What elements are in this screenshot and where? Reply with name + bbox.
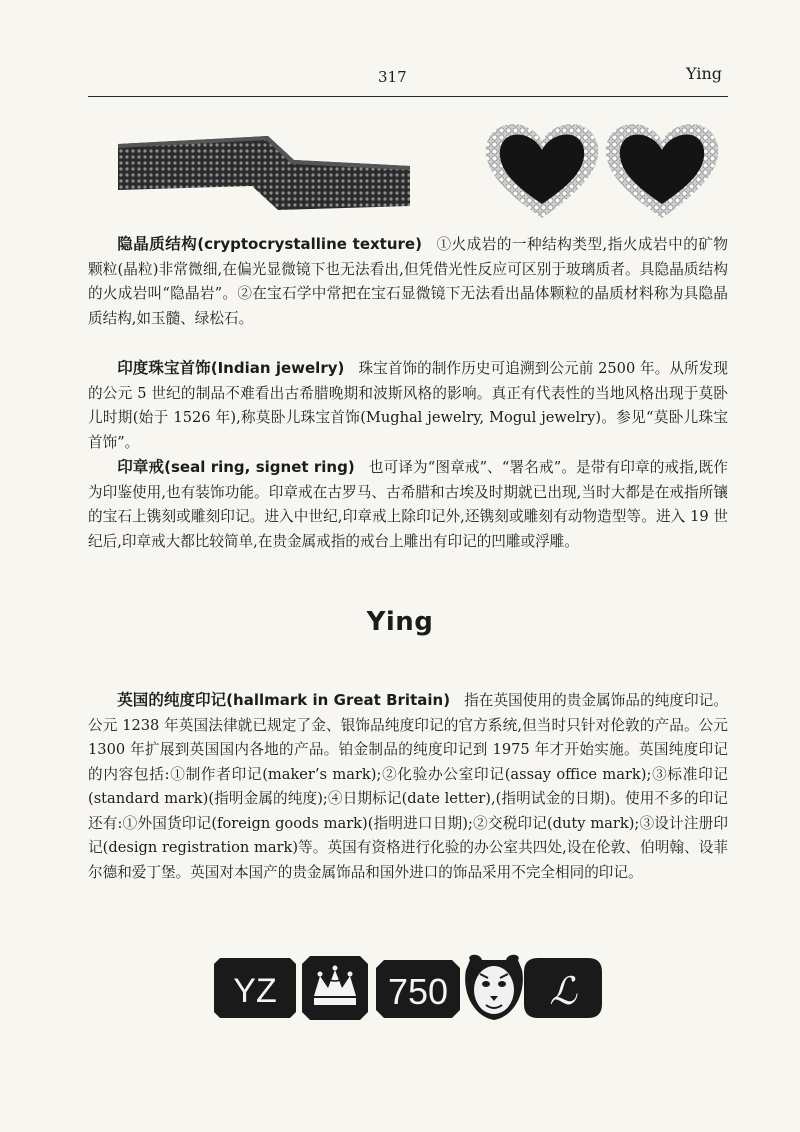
bracelet-photo xyxy=(118,130,410,210)
section-title: Ying xyxy=(366,607,434,637)
entry-indian-jewelry xyxy=(88,356,728,455)
page-number: 317 xyxy=(378,68,407,86)
running-head: Ying xyxy=(686,64,722,83)
header-rule xyxy=(88,96,728,97)
entry-term-en: (seal ring, signet ring) xyxy=(164,458,355,476)
entry-term-zh: 印度珠宝首饰 xyxy=(117,359,211,377)
hallmark-strip xyxy=(210,950,610,1025)
page-header xyxy=(88,58,728,98)
entry-term-en: (hallmark in Great Britain) xyxy=(226,691,451,709)
entry-text: 指在英国使用的贵金属饰品的纯度印记。公元 1238 年英国法律就已规定了金、银饰品纯度印记的官方系统,但当时只针对伦敦的产品。公元 1300 年扩展到英国国内各地的产品。铂金制品的纯度印记到 1975 年才开始实施。英国纯度印记的内容包括:①制作者印记(maker’s mark);②化验办公室印记(assay office mark);③标准印记(standard mark)(指明金属的纯度);④日期标记(date letter),(指明试金的日期)。使用不多的印记还有:①外国货印记(foreign goods mark)(指明进口日期);②交税印记(duty mark);③设计注册印记(design registration mark)等。英国有资格进行化验的办公室共四处,设在伦敦、伯明翰、设菲尔德和爱丁堡。英国对本国产的贵金属饰品和国外进口的饰品采用不完全相同的印记。 xyxy=(88,692,728,881)
standard-mark-text: 750 xyxy=(387,971,449,1012)
entry-term-zh: 英国的纯度印记 xyxy=(117,691,227,709)
entry-text: 珠宝首饰的制作历史可追溯到公元前 2500 年。从所发现的公元 5 世纪的制品不难看出古希腊晚期和波斯风格的影响。真正有代表性的当地风格出现于莫卧儿时期(始于 1526 年),称莫卧儿珠宝首饰(Mughal jewelry, Mogul jewelry)。参见“莫卧儿珠宝首饰”。 xyxy=(88,360,728,451)
entry-seal-ring xyxy=(88,455,728,554)
leopard-head-icon xyxy=(465,955,523,1020)
maker-mark-text: YZ xyxy=(233,972,277,1010)
entry-cryptocrystalline-texture xyxy=(88,232,728,331)
date-letter-text: ℒ xyxy=(549,969,577,1013)
entry-text: ①火成岩的一种结构类型,指火成岩中的矿物颗粒(晶粒)非常微细,在偏光显微镜下也无法看出,但凭借光性反应可区别于玻璃质者。具隐晶质结构的火成岩叫“隐晶岩”。②在宝石学中常把在宝石显微镜下无法看出晶体颗粒的晶质材料称为具隐晶质结构,如玉髓、绿松石。 xyxy=(88,236,728,327)
standard-mark xyxy=(376,960,460,1018)
date-letter-mark xyxy=(524,958,602,1018)
entry-term-en: (cryptocrystalline texture) xyxy=(197,235,422,253)
entry-term-zh: 印章戒 xyxy=(117,458,165,476)
heart-earrings-photo xyxy=(474,116,728,224)
entry-hallmark-great-britain xyxy=(88,688,728,885)
entry-term-en: (Indian jewelry) xyxy=(210,359,345,377)
entry-term-zh: 隐晶质结构 xyxy=(117,235,198,253)
entry-text: 也可译为“图章戒”、“署名戒”。是带有印章的戒指,既作为印鉴使用,也有装饰功能。印章戒在古罗马、古希腊和古埃及时期就已出现,当时大都是在戒指所镶的宝石上镌刻或雕刻印记。进入中世纪,印章戒上除印记外,还镌刻或雕刻有动物造型等。进入 19 世纪后,印章戒大都比较简单,在贵金属戒指的戒台上雕出有印记的凹雕或浮雕。 xyxy=(88,459,728,550)
maker-mark xyxy=(214,958,296,1018)
crown-icon xyxy=(302,956,368,1020)
